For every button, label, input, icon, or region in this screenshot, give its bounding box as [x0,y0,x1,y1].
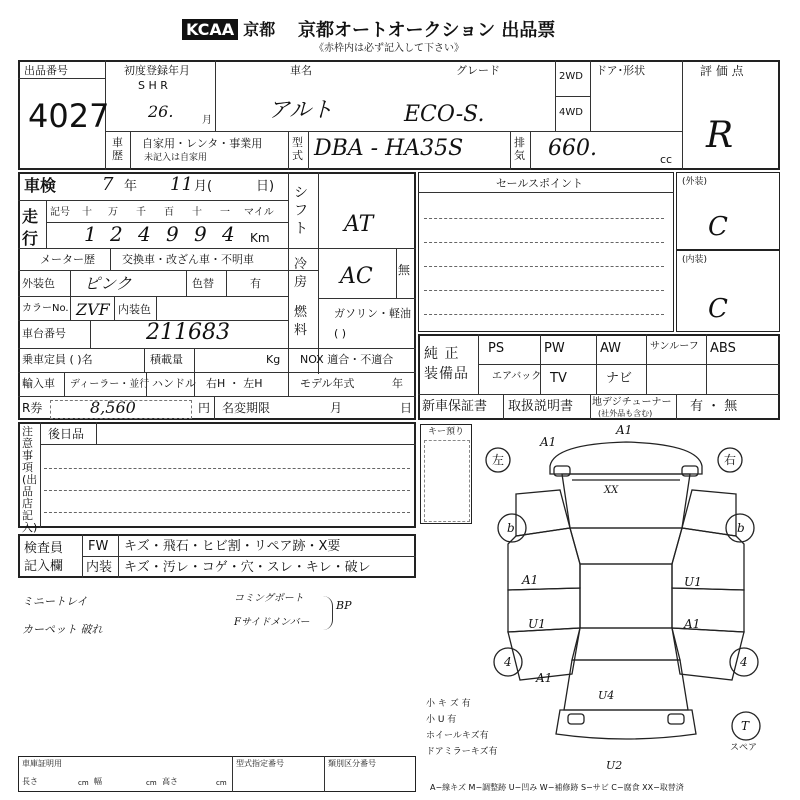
damage-mark: A1 [522,573,539,587]
load-label: 積載量 [150,353,183,366]
car-name-label: 車名 [290,64,312,77]
recycle-label: R券 [22,401,43,415]
nox-label: NOX 適合・不適合 [300,353,394,366]
interior-insp-label: 内装 [86,560,113,575]
damage-mark: b [507,521,515,535]
damage-mark: U4 [598,689,615,702]
width-unit: cm [146,779,157,787]
damage-mark: U2 [606,759,623,772]
inspection-month: 11 [170,174,193,195]
mileage-unit: 万 [108,207,118,218]
transfer-day: 日 [400,401,413,415]
damage-mark: A1 [540,435,557,449]
legend-item: 小 U 有 [426,715,457,725]
digital-tuner-note: (社外品も含む) [598,409,653,418]
meter-label: メーター歴 [40,253,95,266]
grade-label: グレード [456,64,500,77]
history-label: 車歴 [112,136,123,162]
mileage-digit: 4 [222,222,235,246]
mileage-label: 走行 [22,207,39,248]
sales-point-box [418,172,674,332]
inspector-note: BP [336,599,352,612]
right-label: 右 [724,453,737,467]
interior-color-label: 内装色 [118,303,151,316]
ac-label: 冷房 [294,257,308,290]
spare-label: スペア [730,743,758,753]
exterior-color-label: 外装色 [22,277,55,290]
rear-hatch [564,660,688,710]
type-no-label: 型式指定番号 [236,759,284,768]
meter-options: 交換車・改ざん車・不明車 [122,253,254,266]
exterior-box-value: C [708,212,728,242]
inspection-label: 車検 [24,176,57,195]
equipment-item: PW [544,341,565,356]
inspector-note: Fサイドメンバー [234,617,310,628]
mileage-unit: 記号 [50,207,70,218]
recycle-unit: 円 [198,401,211,415]
form-subtitle: 《赤枠内は必ず記入して下さい》 [314,43,464,54]
chassis-value: 211683 [146,320,230,345]
left-front-door [508,528,580,590]
damage-mark: XX [604,485,619,496]
registration-label: 初度登録年月 [124,64,190,77]
legend-item: 小 キ ズ 有 [426,699,471,709]
equipment-item: エアバック [492,371,542,382]
repaint-label: 色替 [192,277,214,290]
damage-code-legend: A−線キズ M−調整跡 U−凹み W−補修跡 S−サビ C−腐食 XX−取替済 [430,783,684,792]
handle-label: ハンドル [152,377,196,390]
right-front-door [672,528,744,590]
garage-cert-label: 車庫証明用 [22,759,62,768]
shift-value: AT [344,212,374,237]
digital-tuner-yes-no: 有 ・ 無 [690,399,738,414]
displacement-value: 660. [548,136,597,161]
score-value: R [706,115,734,156]
grade-value: ECO-S. [404,102,485,127]
equipment-item: ABS [710,341,736,356]
class-no-label: 類別区分番号 [328,759,376,768]
shift-label: シフト [294,185,308,237]
later-date-label: 後日品 [48,427,85,441]
inspection-year: 7 [102,174,114,195]
damage-mark: b [737,521,745,535]
drive-4wd: 4WD [559,107,583,118]
damage-mark: U1 [684,575,702,589]
warranty-doc: 新車保証書 [422,399,488,414]
transfer-label: 名変期限 [222,401,271,415]
inspector-bracket [322,596,333,630]
manual-doc: 取扱説明書 [508,399,574,414]
length-label: 長さ [22,777,38,786]
legend-item: ドアミラーキズ有 [426,747,498,757]
car-name-value: アルト [268,98,334,123]
inspection-year-unit: 年 [124,179,138,194]
legend-item: ホイールキズ有 [426,731,489,741]
damage-mark: A1 [536,671,553,685]
hood [562,474,690,528]
inspector-note: カーペット 破れ [22,623,103,636]
registration-month-unit: 月 [202,115,212,126]
mileage-digit: 9 [166,222,179,246]
capacity-label: 乗車定員 ( )名 [22,353,93,366]
model-value: DBA - HA35S [314,136,464,161]
equipment-item: TV [550,371,567,386]
fuel-other: ( ) [334,327,347,340]
damage-mark: 4 [740,655,748,669]
fuel-options: ガソリン・軽油 [334,307,411,320]
inspector-label: 検査員記入欄 [24,541,64,574]
repaint-value: 有 [250,277,261,290]
lot-number-label: 出品番号 [24,64,68,77]
mileage-digit: 9 [194,222,207,246]
ac-none: 無 [398,263,411,277]
key-label: キー預り [428,427,465,437]
color-no-value: ZVF [76,300,110,319]
spare-mark: T [741,719,750,733]
mileage-digit: 2 [110,222,123,246]
displacement-label: 排気 [514,136,525,162]
damage-mark: 4 [504,655,512,669]
import-label: 輸入車 [22,377,55,390]
sales-point-label: セールスポイント [496,177,584,190]
ac-value: AC [340,264,373,289]
chassis-label: 車台番号 [22,327,66,340]
damage-mark: U1 [528,617,546,631]
lot-number-value: 4027 [28,97,110,135]
interior-insp-text: キズ・汚レ・コゲ・穴・スレ・キレ・破レ [124,560,371,575]
load-unit: Kg [266,353,281,366]
door-label: ドア･形状 [596,64,646,77]
mileage-km: Km [250,231,270,245]
model-year-label: モデル年式 [300,377,355,390]
damage-mark: A1 [616,423,633,437]
color-no-label: カラーNo. [22,303,69,314]
notes-label: 注意事項(出品店記入) [22,425,38,534]
history-options: 自家用・レンタ・事業用 [142,137,263,150]
inspector-note: コミングポート [234,593,304,604]
registration-era: S H R [138,79,168,92]
inspection-month-unit: 月( [194,179,213,194]
equipment-item: PS [488,341,505,356]
equipment-item: AW [600,341,622,356]
inspector-note: ミニートレイ [22,595,88,608]
mileage-unit: 十 [192,207,202,218]
mileage-digit: 4 [138,222,151,246]
width-label: 幅 [94,777,102,786]
digital-tuner-label: 地デジチューナー [592,397,672,408]
fuel-label: 燃料 [294,305,308,338]
mileage-unit: 十 [82,207,92,218]
length-unit: cm [78,779,89,787]
windshield [570,528,682,564]
left-label: 左 [492,453,505,467]
interior-box-label: (内装) [682,255,708,265]
damage-mark: A1 [684,617,701,631]
logo: KCAA 京都 [182,22,275,38]
inspection-day-unit: 日) [256,179,275,194]
recycle-value: 8,560 [90,398,136,417]
history-note: 未記入は自家用 [144,153,208,163]
model-year-unit: 年 [392,377,403,390]
mileage-digit: 1 [84,222,97,246]
equipment-item: サンルーフ [650,341,699,352]
interior-box-value: C [708,294,728,324]
mileage-unit: 千 [136,207,146,218]
fw-text: キズ・飛石・ヒビ割・リペア跡・X要 [124,539,341,554]
equipment-item: ナビ [606,371,633,386]
model-label: 型式 [292,136,303,162]
fw-label: FW [88,539,109,554]
exterior-box-label: (外装) [682,177,708,187]
mileage-unit: 百 [164,207,174,218]
form-title: 京都オートオークション 出品票 [298,20,556,41]
mileage-unit: マイル [244,207,274,218]
height-unit: cm [216,779,227,787]
roof [580,564,672,628]
score-label: 評 価 点 [700,64,744,78]
handle-options: 右H ・ 左H [206,377,263,390]
displacement-unit: cc [660,153,673,166]
mileage-unit: 一 [220,207,230,218]
rear-glass [572,628,680,660]
import-dealer: ディーラー・並行 [70,379,150,390]
equipment-label: 純 正 装備品 [424,346,469,382]
transfer-month: 月 [330,401,343,415]
height-label: 高さ [162,777,178,786]
car-diagram [476,424,780,764]
registration-year: 26. [148,102,174,121]
drive-2wd: 2WD [559,71,583,82]
exterior-color-value: ピンク [84,274,132,293]
front-bumper [550,442,702,474]
right-rear-door [672,588,744,632]
